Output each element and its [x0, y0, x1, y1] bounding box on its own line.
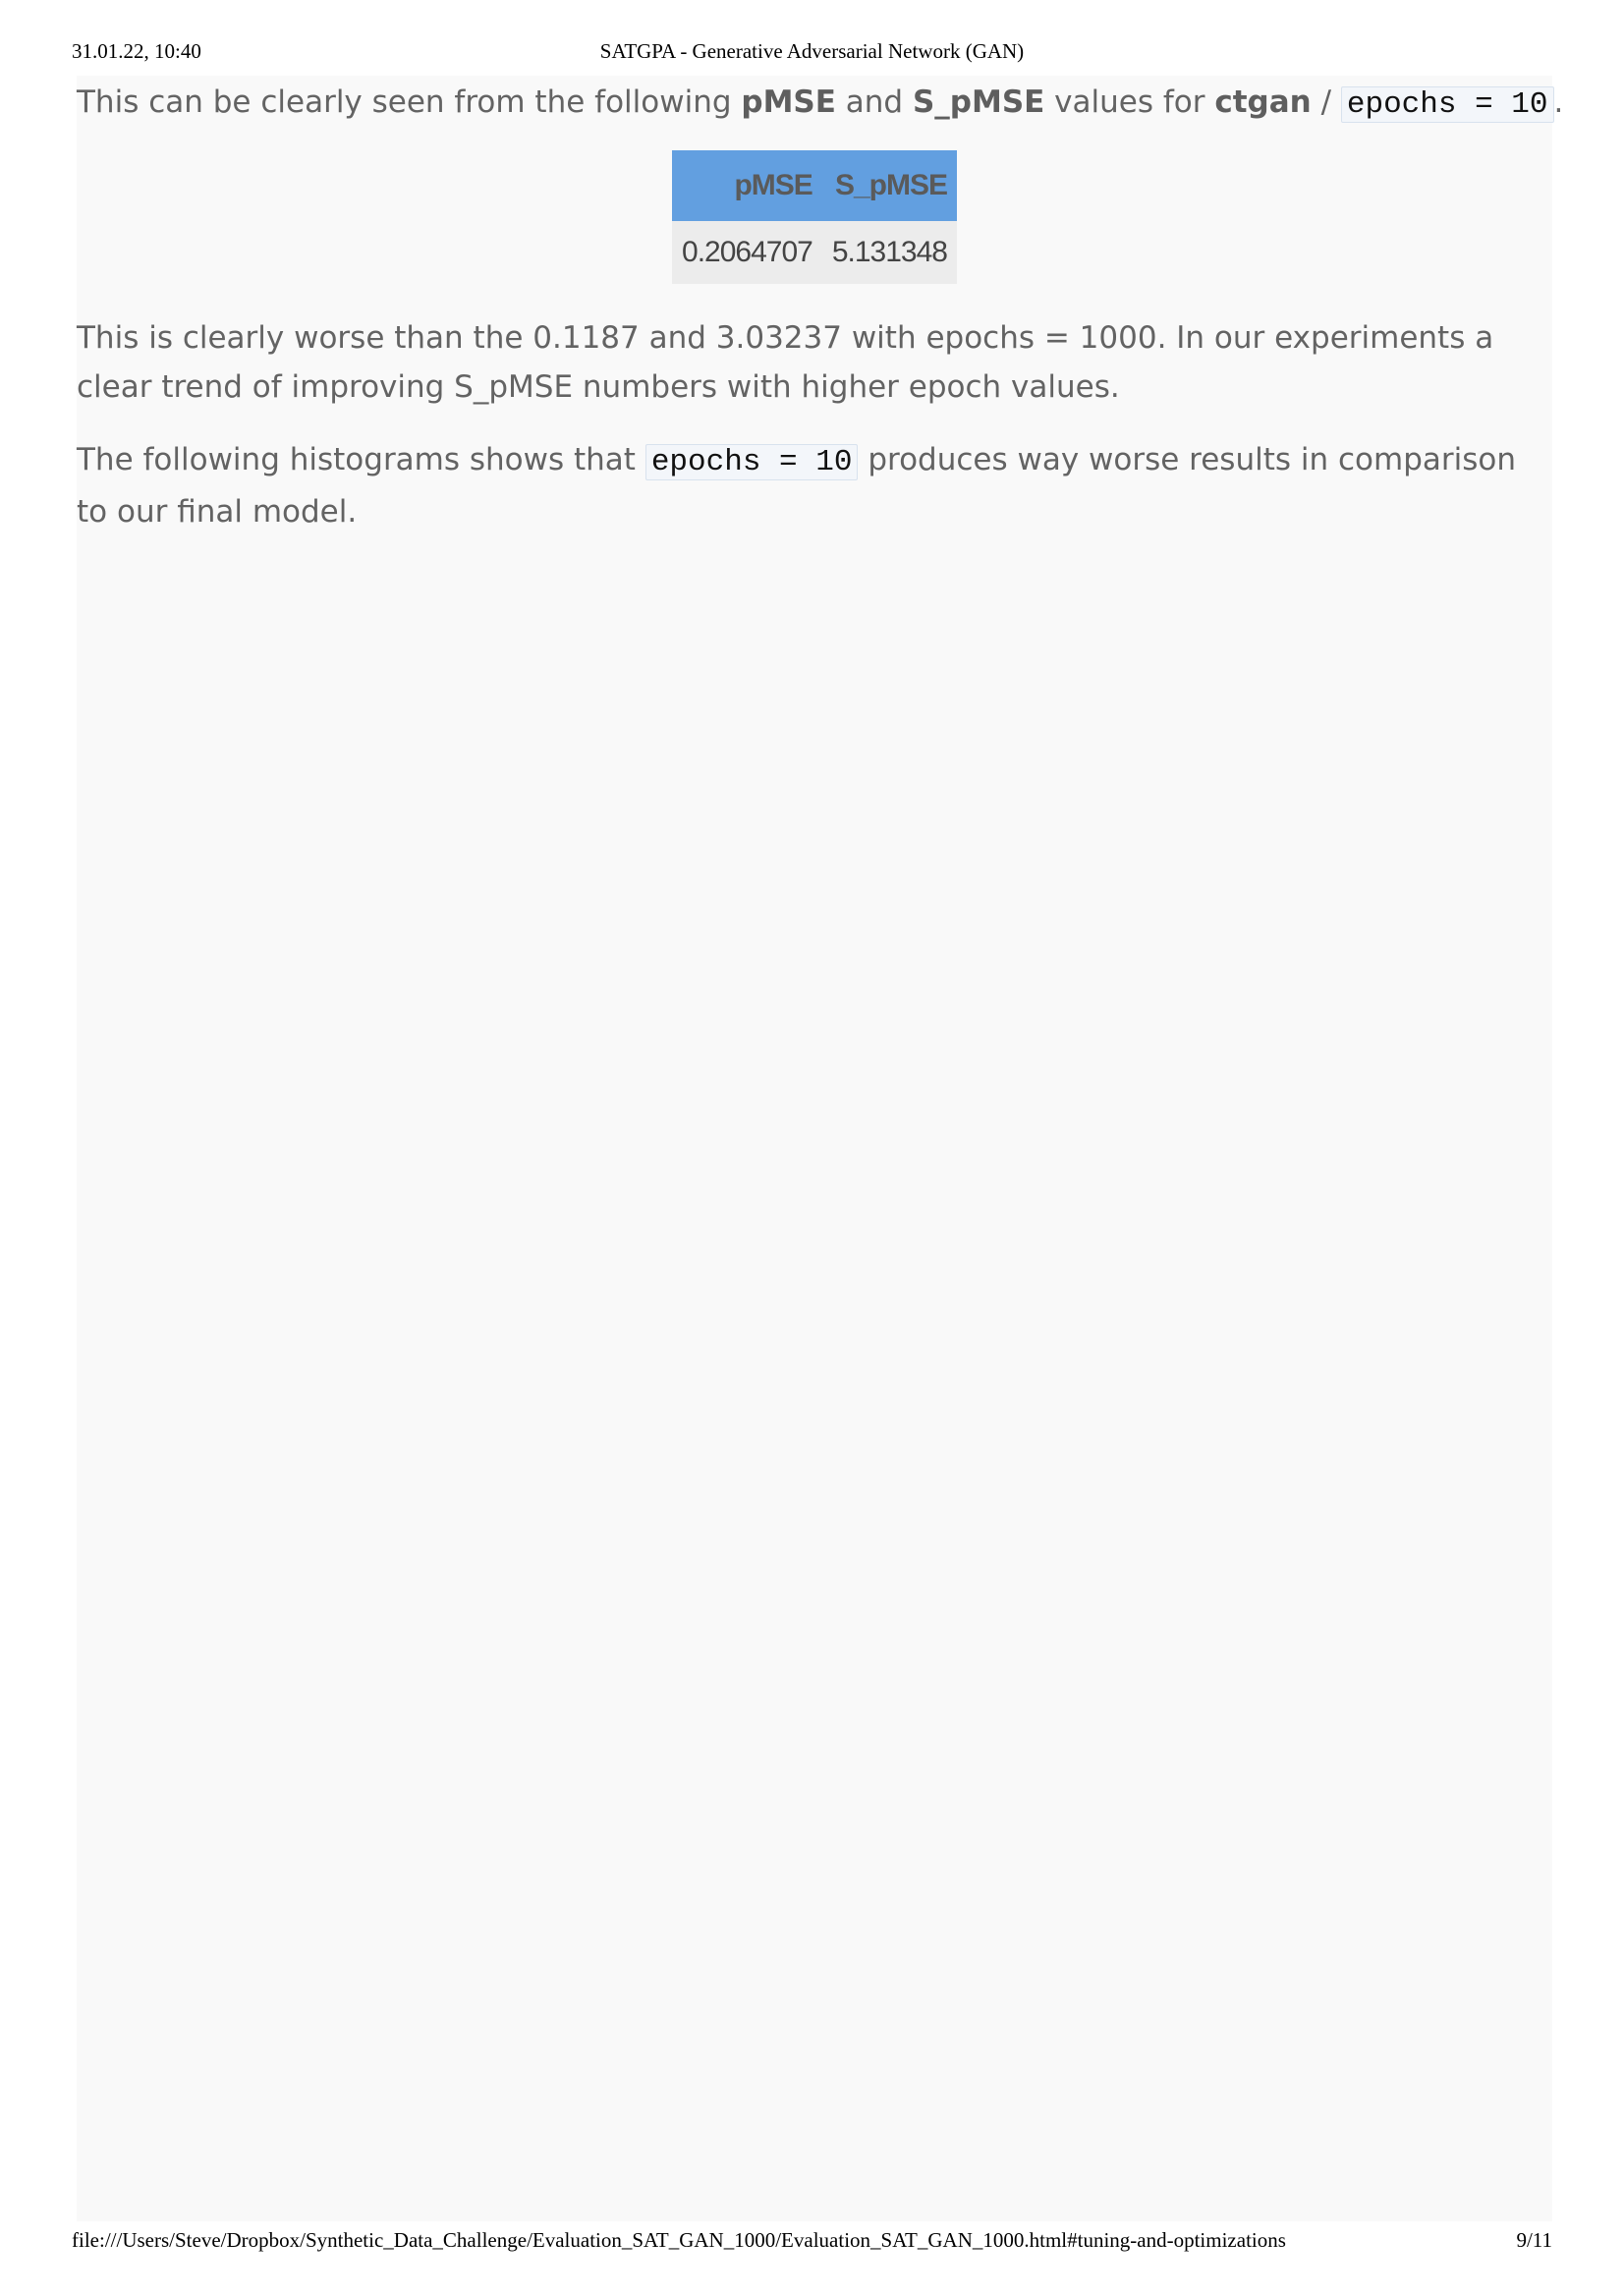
page-number: 9/11	[1516, 2228, 1552, 2252]
bold-term-pmse: pMSE	[741, 84, 836, 120]
table-header-row	[672, 150, 957, 221]
metrics-table-wrapper	[77, 150, 1552, 284]
metrics-table	[672, 150, 957, 284]
bold-term-s-pmse: S_pMSE	[912, 84, 1045, 120]
text-run: /	[1311, 84, 1341, 120]
content-panel	[77, 76, 1564, 2221]
comparison-paragraph: This is clearly worse than the 0.1187 and 3.03237 with epochs = 1000. In our experiments a clear trend of improving S_pMSE numbers with higher epoch values.	[77, 320, 1494, 405]
inline-code-epochs: epochs = 10	[645, 444, 859, 480]
print-header	[72, 39, 1552, 69]
column-header-s-pmse: S_pMSE	[822, 150, 957, 221]
cell-pmse-value: 0.2064707	[672, 221, 822, 284]
print-page-title: SATGPA - Generative Adversarial Network (GAN)	[599, 39, 1025, 63]
inline-code-epochs: epochs = 10	[1341, 86, 1554, 123]
histogram-intro-paragraph	[77, 435, 1552, 536]
column-header-pmse: pMSE	[672, 150, 822, 221]
print-footer	[72, 2228, 1552, 2258]
text-run: and	[835, 84, 913, 120]
text-run: The following histograms shows that	[77, 442, 645, 477]
bold-term-ctgan: ctgan	[1214, 84, 1312, 120]
text-run: This can be clearly seen from the following	[77, 84, 742, 120]
cell-s-pmse-value: 5.131348	[822, 221, 957, 284]
text-run: produces way worse results in comparison to our final model.	[77, 442, 1516, 530]
print-datetime: 31.01.22, 10:40	[72, 39, 201, 63]
text-run: values for	[1044, 84, 1215, 120]
print-url: file:///Users/Steve/Dropbox/Synthetic_Data_Challenge/Evaluation_SAT_GAN_1000/Evaluation_SAT_GAN_1000.html#tuning-and-optimizations	[72, 2228, 1286, 2252]
table-row	[672, 221, 957, 284]
text-run: .	[1553, 84, 1564, 120]
intro-paragraph	[77, 78, 1564, 130]
